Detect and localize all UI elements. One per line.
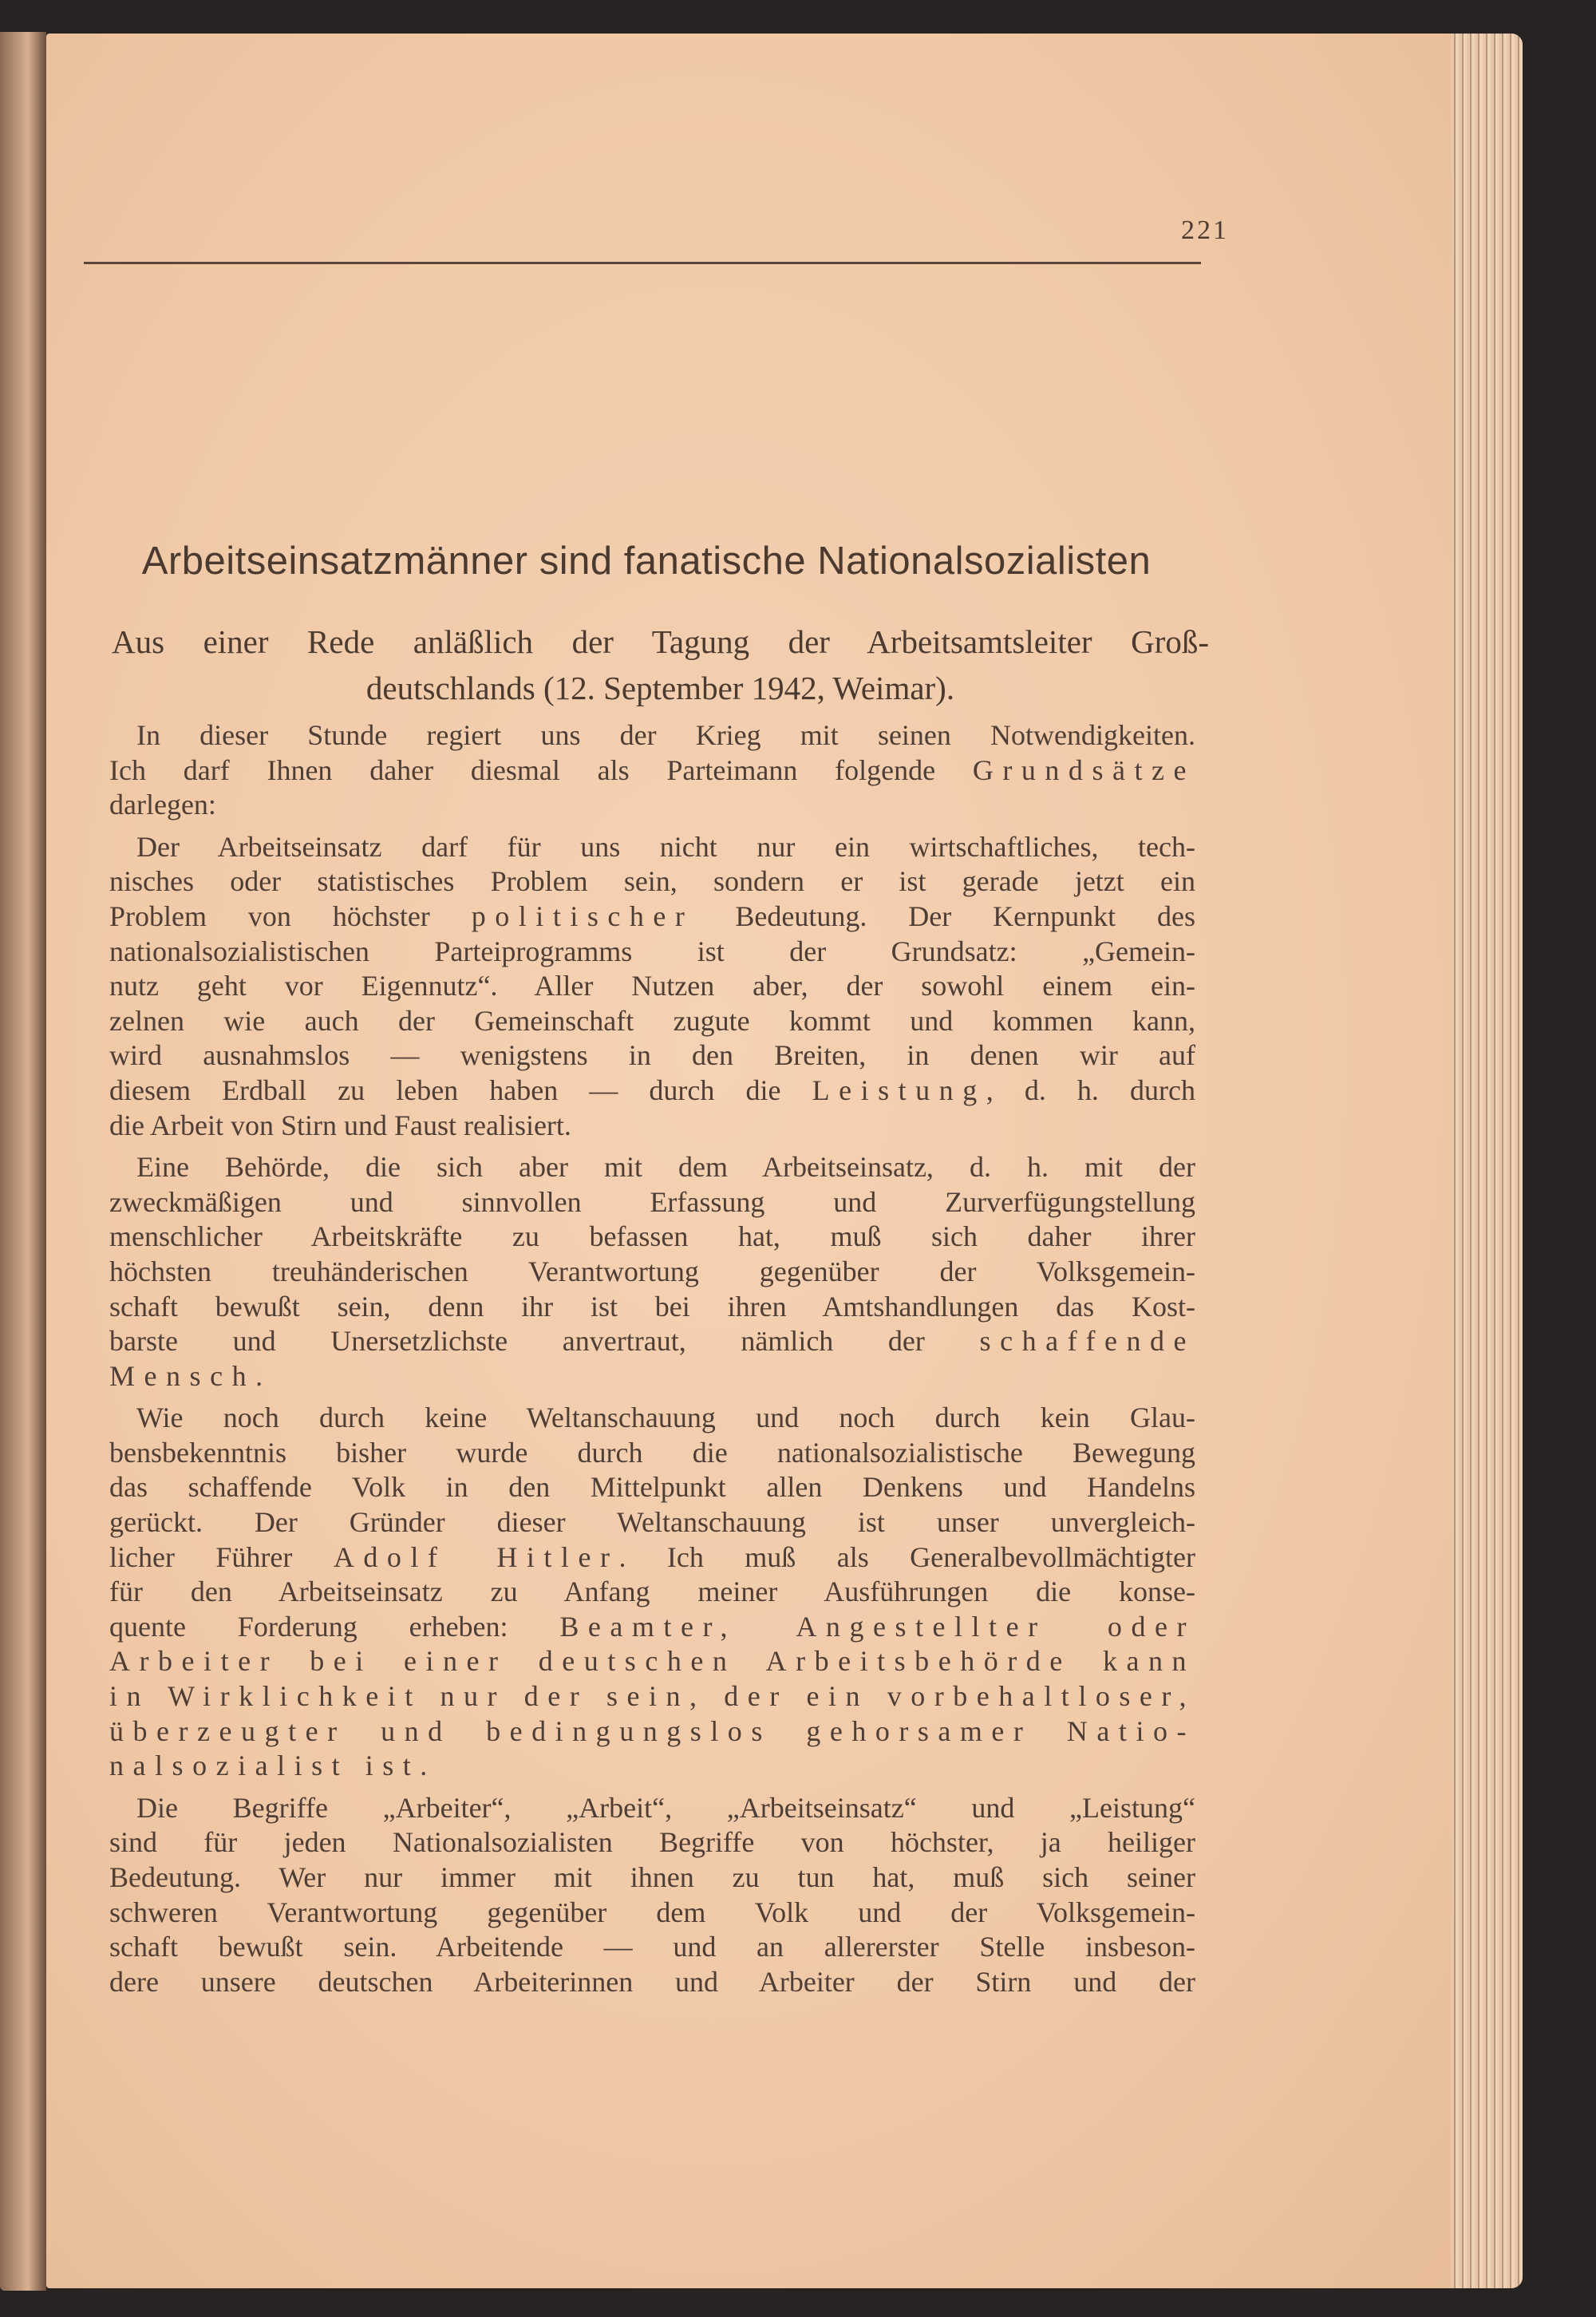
paragraph bbox=[109, 1150, 1195, 1394]
text-segment: bensbekenntnis bisher wurde durch die nationalsozialistische Bewegung bbox=[109, 1436, 1195, 1469]
text-segment: wird ausnahmslos — wenigstens in den Breiten, in denen wir auf bbox=[109, 1039, 1195, 1072]
text-line bbox=[109, 900, 1195, 935]
text-segment: nutz geht vor Eigennutz“. Aller Nutzen aber, der sowohl einem ein- bbox=[109, 970, 1195, 1002]
text-line bbox=[109, 969, 1195, 1004]
text-segment: nisches oder statistisches Problem sein, sondern er ist gerade jetzt ein bbox=[109, 865, 1195, 898]
text-segment: schaft bewußt sein. Arbeitende — und an allererster Stelle insbeson- bbox=[109, 1931, 1195, 1963]
text-line bbox=[109, 718, 1195, 753]
text-segment: . bbox=[255, 1359, 263, 1392]
text-line bbox=[109, 1401, 1195, 1436]
body-text bbox=[109, 718, 1195, 2007]
text-segment: Der Arbeitseinsatz darf für uns nicht nur ein wirtschaftliches, tech- bbox=[136, 830, 1195, 863]
emphasized-spaced-text: nalsozialist ist. bbox=[109, 1750, 437, 1782]
text-line bbox=[109, 1860, 1195, 1896]
text-line bbox=[109, 753, 1195, 789]
text-segment: Ich darf Ihnen daher diesmal als Parteimann folgende bbox=[109, 753, 973, 786]
paragraph bbox=[109, 1401, 1195, 1784]
text-line bbox=[109, 1791, 1195, 1826]
text-segment: Problem von höchster bbox=[109, 900, 472, 932]
text-line bbox=[109, 1290, 1195, 1325]
text-segment: dere unsere deutschen Arbeiterinnen und Arbeiter der Stirn und der bbox=[109, 1965, 1195, 1998]
text-line bbox=[109, 1540, 1195, 1576]
text-segment: Bedeutung. Der Kernpunkt des bbox=[693, 900, 1196, 932]
emphasized-spaced-text: Arbeiter bei einer deutschen Arbeitsbehörde kann bbox=[109, 1645, 1195, 1678]
text-segment: diesem Erdball zu leben haben — durch die bbox=[109, 1073, 812, 1106]
text-segment: Bedeutung. Wer nur immer mit ihnen zu tun hat, muß sich seiner bbox=[109, 1861, 1195, 1893]
text-segment: gerückt. Der Gründer dieser Weltanschauung ist unser unvergleich- bbox=[109, 1506, 1195, 1539]
text-segment: zweckmäßigen und sinnvollen Erfassung und Zurverfügungstellung bbox=[109, 1185, 1195, 1218]
emphasized-spaced-text: politischer bbox=[471, 900, 694, 932]
text-segment: licher Führer bbox=[109, 1540, 334, 1573]
paragraph bbox=[109, 718, 1195, 823]
emphasized-spaced-text: Beamter, Angestellter oder bbox=[559, 1610, 1195, 1643]
text-line bbox=[109, 1324, 1195, 1359]
text-line bbox=[109, 1359, 1195, 1394]
emphasized-spaced-text: Grundsätze bbox=[972, 753, 1195, 786]
text-line bbox=[109, 1749, 1195, 1784]
text-segment: . Ich muß als Generalbevollmächtigter bbox=[618, 1540, 1195, 1573]
emphasized-spaced-text: schaffende bbox=[979, 1325, 1195, 1358]
text-line bbox=[109, 1038, 1195, 1073]
text-line bbox=[109, 1896, 1195, 1931]
text-line bbox=[109, 1255, 1195, 1290]
text-line bbox=[109, 1679, 1195, 1714]
text-line bbox=[109, 788, 1195, 823]
paragraph bbox=[109, 1791, 1195, 2000]
text-line bbox=[109, 1004, 1195, 1039]
text-line bbox=[109, 830, 1195, 865]
facing-page-edge bbox=[0, 32, 46, 2291]
emphasized-spaced-text: Adolf Hitler bbox=[333, 1540, 619, 1573]
text-line bbox=[109, 1109, 1195, 1144]
text-line bbox=[109, 1610, 1195, 1645]
page-stack-edge bbox=[1451, 34, 1523, 2288]
emphasized-spaced-text: überzeugter und bedingungslos gehorsamer Natio- bbox=[109, 1714, 1195, 1747]
text-segment: schweren Verantwortung gegenüber dem Volk und der Volksgemein- bbox=[109, 1896, 1195, 1928]
chapter-subtitle bbox=[112, 619, 1209, 711]
emphasized-spaced-text: Leistung bbox=[812, 1073, 986, 1106]
text-line bbox=[109, 1825, 1195, 1860]
text-segment: Die Begriffe „Arbeiter“, „Arbeit“, „Arbeitseinsatz“ und „Leistung“ bbox=[136, 1791, 1195, 1824]
text-line bbox=[109, 1150, 1195, 1185]
text-line bbox=[109, 1220, 1195, 1255]
text-segment: die Arbeit von Stirn und Faust realisiert. bbox=[109, 1109, 571, 1141]
text-line bbox=[109, 1505, 1195, 1540]
subtitle-line: Aus einer Rede anläßlich der Tagung der Arbeitsamtsleiter Groß- bbox=[112, 623, 1209, 660]
text-segment: nationalsozialistischen Parteiprogramms ist der Grundsatz: „Gemein- bbox=[109, 935, 1195, 967]
text-segment: menschlicher Arbeitskräfte zu befassen hat, muß sich daher ihrer bbox=[109, 1220, 1195, 1253]
text-line bbox=[109, 1965, 1195, 2000]
emphasized-spaced-text: Mensch bbox=[109, 1359, 256, 1392]
text-line bbox=[109, 1470, 1195, 1505]
chapter-title: Arbeitseinsatzmänner sind fanatische Nationalsozialisten bbox=[141, 540, 1152, 583]
text-line bbox=[109, 864, 1195, 900]
text-segment: Wie noch durch keine Weltanschauung und noch durch kein Glau- bbox=[136, 1402, 1195, 1434]
subtitle-line: deutschlands (12. September 1942, Weimar). bbox=[365, 670, 955, 706]
text-segment: In dieser Stunde regiert uns der Krieg mit seinen Notwendigkeiten. bbox=[136, 719, 1195, 751]
text-line bbox=[109, 1644, 1195, 1679]
text-segment: sind für jeden Nationalsozialisten Begriffe von höchster, ja heiliger bbox=[109, 1826, 1195, 1859]
emphasized-spaced-text: in Wirklichkeit nur der sein, der ein vorbehaltloser, bbox=[109, 1680, 1195, 1713]
text-line bbox=[109, 1930, 1195, 1965]
text-segment: höchsten treuhänderischen Verantwortung gegenüber der Volksgemein- bbox=[109, 1255, 1195, 1287]
text-segment: , d. h. durch bbox=[986, 1073, 1195, 1106]
text-line bbox=[109, 1436, 1195, 1471]
text-segment: quente Forderung erheben: bbox=[109, 1610, 560, 1643]
text-segment: für den Arbeitseinsatz zu Anfang meiner Ausführungen die konse- bbox=[109, 1576, 1195, 1608]
text-line bbox=[109, 1714, 1195, 1750]
text-line bbox=[109, 1073, 1195, 1109]
text-segment: darlegen: bbox=[109, 789, 216, 821]
text-segment: zelnen wie auch der Gemeinschaft zugute kommt und kommen kann, bbox=[109, 1004, 1195, 1037]
text-line bbox=[109, 935, 1195, 970]
text-segment: barste und Unersetzlichste anvertraut, nämlich der bbox=[109, 1325, 980, 1358]
paragraph bbox=[109, 830, 1195, 1143]
text-segment: das schaffende Volk in den Mittelpunkt allen Denkens und Handelns bbox=[109, 1471, 1195, 1504]
text-line bbox=[109, 1185, 1195, 1220]
text-line bbox=[109, 1575, 1195, 1610]
page-number: 221 bbox=[1181, 215, 1229, 245]
text-segment: schaft bewußt sein, denn ihr ist bei ihren Amtshandlungen das Kost- bbox=[109, 1290, 1195, 1323]
text-segment: Eine Behörde, die sich aber mit dem Arbeitseinsatz, d. h. mit der bbox=[136, 1151, 1195, 1184]
header-rule bbox=[84, 262, 1201, 264]
